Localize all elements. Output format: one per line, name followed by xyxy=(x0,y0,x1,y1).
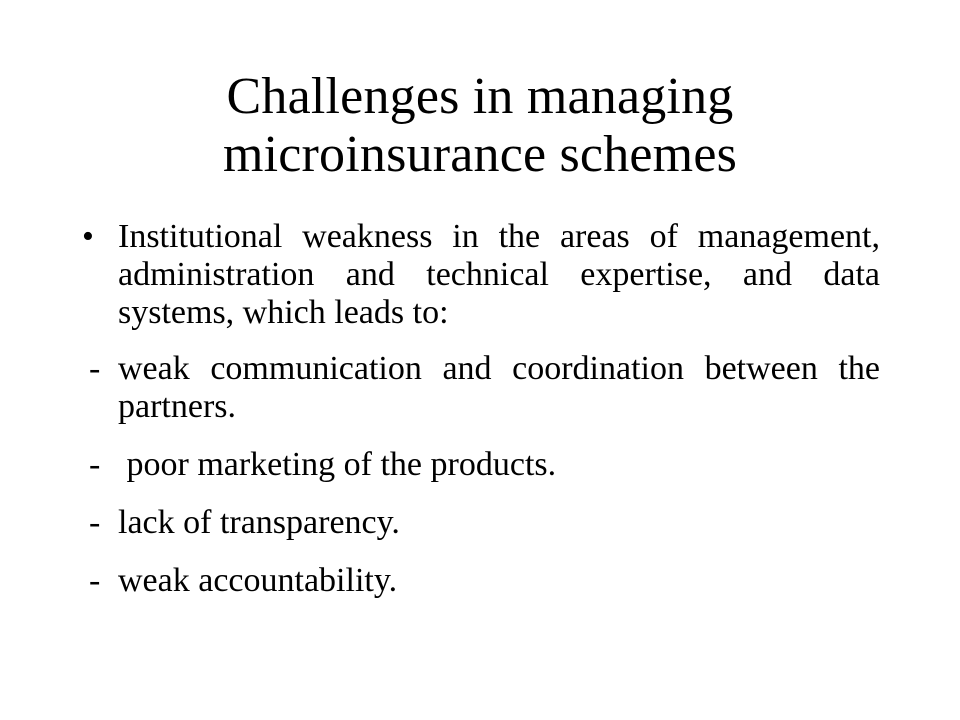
sub-item-text: poor marketing of the products. xyxy=(118,446,557,483)
main-bullet-item xyxy=(72,218,880,332)
dash-marker-icon: - xyxy=(89,562,101,599)
title-line-1: Challenges in managing xyxy=(226,68,734,125)
slide-title xyxy=(80,68,880,184)
sub-item-transparency xyxy=(72,504,880,542)
sub-item-text: weak accountability. xyxy=(118,562,398,599)
dash-marker-icon: - xyxy=(89,446,101,483)
bullet-marker-icon: • xyxy=(82,218,94,255)
content-list xyxy=(72,218,880,620)
sub-item-communication xyxy=(72,350,880,426)
dash-marker-icon: - xyxy=(89,504,101,541)
sub-item-accountability xyxy=(72,562,880,600)
dash-marker-icon: - xyxy=(89,350,101,387)
main-bullet-text: Institutional weakness in the areas of management, administration and technical expertise, and data systems, which leads to: xyxy=(118,218,880,331)
sub-item-text: lack of transparency. xyxy=(118,504,400,541)
title-line-2: microinsurance schemes xyxy=(222,126,738,183)
sub-item-text: weak communication and coordination between the partners. xyxy=(118,350,880,425)
sub-item-marketing xyxy=(72,446,880,484)
